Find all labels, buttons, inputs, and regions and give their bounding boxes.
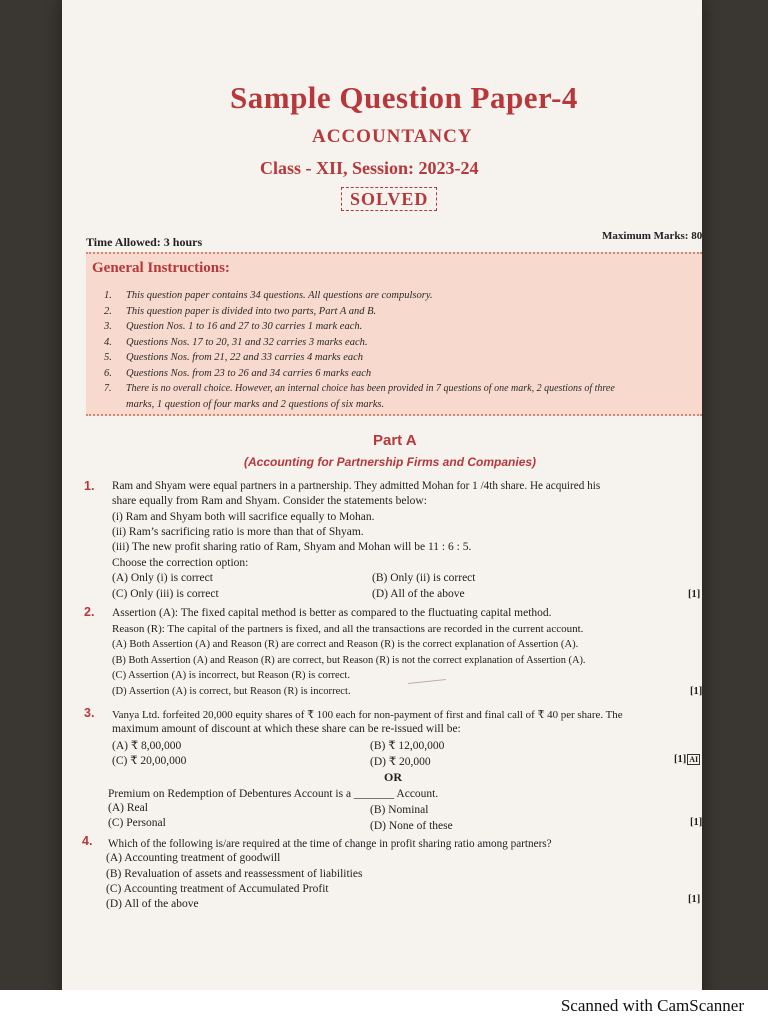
option: (B) Only (ii) is correct <box>372 572 476 584</box>
question-text: Premium on Redemption of Debentures Account is a _______ Account. <box>108 788 439 800</box>
part-a-heading: Part A <box>373 432 417 449</box>
instruction-item: 5. Questions Nos. from 21, 22 and 33 carries 4 marks each <box>104 352 364 363</box>
ai-badge: AI <box>689 755 699 765</box>
option: (D) All of the above <box>106 898 199 910</box>
time-allowed: Time Allowed: 3 hours <box>86 235 203 249</box>
scanner-watermark: Scanned with CamScanner <box>560 996 744 1015</box>
part-a-subtitle: (Accounting for Partnership Firms and Companies) <box>244 455 537 469</box>
option: (C) Only (iii) is correct <box>112 588 219 600</box>
assertion-text: Assertion (A): The fixed capital method is better as compared to the fluctuating capital method. <box>112 607 552 619</box>
option: (B) Revaluation of assets and reassessment of liabilities <box>106 868 363 880</box>
question-number: 4. <box>82 834 93 848</box>
option: (C) ₹ 20,00,000 <box>112 755 187 767</box>
question-text: maximum amount of discount at which these share can be re-issued will be: <box>112 723 461 735</box>
question-text: Vanya Ltd. forfeited 20,000 equity shares of ₹ 100 each for non-payment of first and final call of ₹ 40 per share. The <box>112 709 623 721</box>
question-number: 1. <box>84 479 95 493</box>
document-page <box>62 0 702 1000</box>
option: (B) Both Assertion (A) and Reason (R) are correct, but Reason (R) is not the correct explanation of Assertion (A). <box>112 655 586 666</box>
option: (D) Assertion (A) is correct, but Reason (R) is incorrect. <box>112 686 351 697</box>
option: (A) Accounting treatment of goodwill <box>106 852 281 864</box>
question-text: Ram and Shyam were equal partners in a partnership. They admitted Mohan for 1 /4th share. He acquired his <box>112 480 601 492</box>
question-text: Which of the following is/are required at the time of change in profit sharing ratio among partners? <box>108 838 552 850</box>
statement: (ii) Ram’s sacrificing ratio is more than that of Shyam. <box>112 526 364 538</box>
marks-label: [1] <box>688 589 701 600</box>
statement: (i) Ram and Shyam both will sacrifice equally to Mohan. <box>112 511 375 523</box>
option: (C) Assertion (A) is incorrect, but Reason (R) is correct. <box>112 670 351 681</box>
question-text: share equally from Ram and Shyam. Consider the statements below: <box>112 495 427 507</box>
option: (D) ₹ 20,000 <box>370 756 431 768</box>
instructions-heading: General Instructions: <box>92 260 230 276</box>
option: (B) Nominal <box>370 804 429 816</box>
option: (A) Real <box>108 802 148 814</box>
instruction-item: 4. Questions Nos. 17 to 20, 31 and 32 carries 3 marks each. <box>104 336 368 348</box>
solved-badge: SOLVED <box>341 187 437 211</box>
instruction-item: 7. There is no overall choice. However, an internal choice has been provided in 7 questions of one mark, 2 questions of three <box>104 383 615 394</box>
instructions-list <box>104 288 615 412</box>
option: (D) None of these <box>370 820 453 832</box>
marks-label: [1] <box>690 817 703 828</box>
option: (B) ₹ 12,00,000 <box>370 740 445 752</box>
marks-label: [1] <box>688 894 701 905</box>
option: (A) Only (i) is correct <box>112 572 213 584</box>
option: (A) Both Assertion (A) and Reason (R) are correct and Reason (R) is the correct explanation of Assertion (A). <box>112 639 579 650</box>
or-divider: OR <box>384 770 402 784</box>
option: (A) ₹ 8,00,000 <box>112 740 182 752</box>
instruction-item-continued: marks, 1 question of four marks and 2 questions of six marks. <box>126 398 385 410</box>
class-session: Class - XII, Session: 2023-24 <box>260 158 479 178</box>
instruction-item: 6. Questions Nos. from 23 to 26 and 34 carries 6 marks each <box>104 367 372 379</box>
option: (C) Personal <box>108 817 166 829</box>
marks-label: [1] AI <box>674 754 699 765</box>
maximum-marks: Maximum Marks: 80 <box>602 230 703 242</box>
marks-label: [1] <box>690 686 703 697</box>
statement: (iii) The new profit sharing ratio of Ram, Shyam and Mohan will be 11 : 6 : 5. <box>112 541 472 553</box>
question-number: 3. <box>84 706 95 720</box>
general-instructions-box <box>86 252 702 416</box>
question-prompt: Choose the correction option: <box>112 557 249 569</box>
instruction-item: 2. This question paper is divided into two parts, Part A and B. <box>104 305 377 317</box>
instruction-item: 3. Question Nos. 1 to 16 and 27 to 30 carries 1 mark each. <box>104 321 363 332</box>
subject-title: ACCOUNTANCY <box>312 126 473 147</box>
option: (D) All of the above <box>372 588 465 600</box>
reason-text: Reason (R): The capital of the partners is fixed, and all the transactions are recorded in the current account. <box>112 623 584 635</box>
paper-title: Sample Question Paper-4 <box>230 80 578 115</box>
question-number: 2. <box>84 605 95 619</box>
instruction-item: 1. This question paper contains 34 questions. All questions are compulsory. <box>104 290 433 301</box>
pen-mark <box>408 679 446 684</box>
option: (C) Accounting treatment of Accumulated Profit <box>106 883 329 895</box>
scanner-footer <box>0 990 768 1024</box>
